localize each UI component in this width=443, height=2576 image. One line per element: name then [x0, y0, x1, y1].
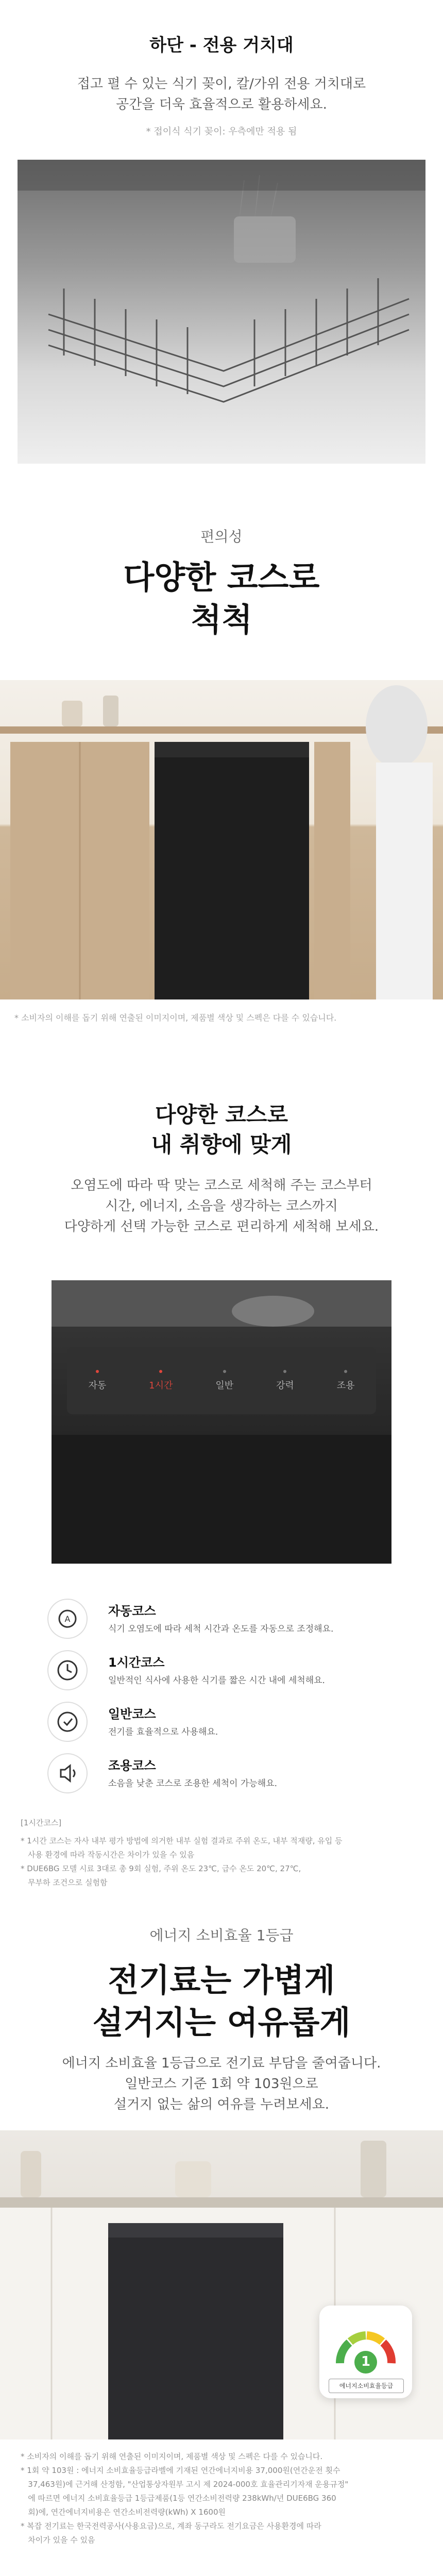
disclaimer-line: * 복잡 전기료는 한국전력공사(사용요금)으로, 계좌 동구라도 전기요금은 사용환경에 따라	[21, 2521, 321, 2531]
course-desc: 식기 오염도에 따라 세척 시간과 온도를 자동으로 조정해요.	[108, 1624, 334, 1634]
course-title: 자동코스	[108, 1604, 156, 1618]
course-detail-title-1: 다양한 코스로	[155, 1102, 288, 1127]
panel-button-1hour: 1시간	[149, 1370, 173, 1392]
section-smart-life	[0, 2568, 443, 2576]
courses-note: * 소비자의 이해를 돕기 위해 연출된 이미지이며, 제품별 색상 및 스펙은 다를 수 있습니다.	[14, 1013, 337, 1023]
course-item-normal	[47, 1698, 408, 1747]
section-dedicated-holder	[0, 0, 443, 474]
one-hour-icon	[47, 1650, 88, 1690]
section-various-courses-intro	[0, 474, 443, 1064]
control-panel-buttons	[67, 1347, 376, 1414]
holder-desc-2: 공간을 더욱 효율적으로 활용하세요.	[116, 97, 327, 112]
footnote-line: * 1시간 코스는 자사 내부 평가 방법에 의거한 내부 실험 결과로 주위 온도, 내부 적재량, 유입 등	[21, 1836, 343, 1845]
convenience-eyebrow: 편의성	[200, 528, 243, 545]
course-item-quiet	[47, 1749, 408, 1799]
energy-title-1: 전기료는 가볍게	[108, 1961, 335, 1999]
energy-grade-badge	[319, 2306, 412, 2398]
energy-title-2: 설거지는 여유롭게	[92, 2004, 351, 2041]
holder-title: 하단 - 전용 거치대	[149, 35, 294, 56]
section-energy-efficiency	[0, 1904, 443, 2568]
holder-note: * 접이식 식기 꽂이: 우측에만 적용 됨	[146, 126, 297, 137]
courses-title-2: 척척	[191, 601, 252, 638]
course-desc: 일반적인 식사에 사용한 식기를 짧은 시간 내에 세척해요.	[108, 1675, 325, 1686]
svg-text:A: A	[64, 1614, 71, 1624]
panel-button-strong: 강력	[276, 1370, 294, 1392]
disclaimer-line: 차이가 있을 수 있음	[21, 2535, 95, 2545]
panel-button-normal: 일반	[215, 1370, 233, 1392]
energy-desc-1: 에너지 소비효율 1등급으로 전기료 부담을 줄여줍니다.	[62, 2056, 381, 2071]
quiet-icon	[47, 1753, 88, 1793]
course-desc: 소음을 낮춘 코스로 조용한 세척이 가능해요.	[108, 1778, 278, 1789]
disclaimer-line: 37,463원)에 근거해 산정함, "산업통상자원부 고시 제 2024-000호 효율관리기자재 운용규정"	[21, 2480, 349, 2489]
course-title: 일반코스	[108, 1707, 156, 1721]
holder-desc-1: 접고 펼 수 있는 식기 꽂이, 칼/가위 전용 거치대로	[77, 76, 366, 92]
footnote-title: [1시간코스]	[21, 1818, 62, 1827]
disclaimer-line: * 소비자의 이해를 돕기 위해 연출된 이미지이며, 제품별 색상 및 스펙은 다를 수 있습니다.	[21, 2452, 323, 2461]
energy-eyebrow: 에너지 소비효율 1등급	[149, 1927, 294, 1944]
auto-icon	[47, 1599, 88, 1639]
course-title: 1시간코스	[108, 1655, 165, 1670]
energy-grade-number: 1	[361, 2354, 371, 2369]
kitchen-energy-photo	[0, 2130, 443, 2439]
course-detail-desc-3: 다양하게 선택 가능한 코스로 편리하게 세척해 보세요.	[64, 1219, 379, 1234]
course-detail-desc-1: 오염도에 따라 딱 맞는 코스로 세척해 주는 코스부터	[71, 1178, 372, 1193]
courses-title-1: 다양한 코스로	[123, 558, 320, 596]
course-detail-desc-2: 시간, 에너지, 소음을 생각하는 코스까지	[105, 1198, 338, 1214]
disclaimer-line: 회)에, 연간에너지비용은 연간소비전력량(kWh) X 1600원	[21, 2507, 226, 2517]
disclaimer-line: 에 따르면 에너지 소비효율등급 1등급제품(1등 연간소비전력량 238kWh/년 DUE6BG 360	[21, 2494, 336, 2503]
control-panel-photo	[52, 1280, 391, 1564]
footnote-line: 사용 환경에 따라 작동시간은 차이가 있을 수 있음	[28, 1850, 195, 1859]
panel-button-quiet: 조용	[337, 1370, 355, 1392]
dish-rack-photo	[18, 160, 425, 464]
footnote-line: * DUE6BG 모델 시료 3대로 총 9회 실험, 주위 온도 23℃, 급수 온도 20℃, 27℃,	[21, 1864, 301, 1873]
course-footnotes	[21, 1816, 422, 1890]
energy-disclaimers	[21, 2450, 428, 2547]
course-title: 조용코스	[108, 1758, 156, 1773]
course-desc: 전기를 효율적으로 사용해요.	[108, 1727, 218, 1737]
energy-desc-2: 일반코스 기준 1회 약 103원으로	[125, 2076, 318, 2092]
course-item-1hour	[47, 1646, 408, 1696]
energy-grade-label: 에너지소비효율등급	[329, 2379, 404, 2393]
footnote-line: 무부하 조건으로 실험함	[28, 1878, 108, 1887]
panel-button-auto: 자동	[88, 1370, 106, 1392]
kitchen-dishwasher-photo	[0, 680, 443, 999]
section-course-detail	[0, 1064, 443, 1904]
disclaimer-line: * 1회 약 103원 : 에너지 소비효율등급라벨에 기재된 연간에너지비용 37,000원(연간운전 횟수	[21, 2466, 340, 2475]
course-item-auto	[47, 1595, 408, 1644]
normal-icon	[47, 1702, 88, 1742]
course-detail-title-2: 내 취향에 맞게	[151, 1132, 292, 1157]
energy-desc-3: 설거지 없는 삶의 여유를 누려보세요.	[113, 2097, 330, 2112]
